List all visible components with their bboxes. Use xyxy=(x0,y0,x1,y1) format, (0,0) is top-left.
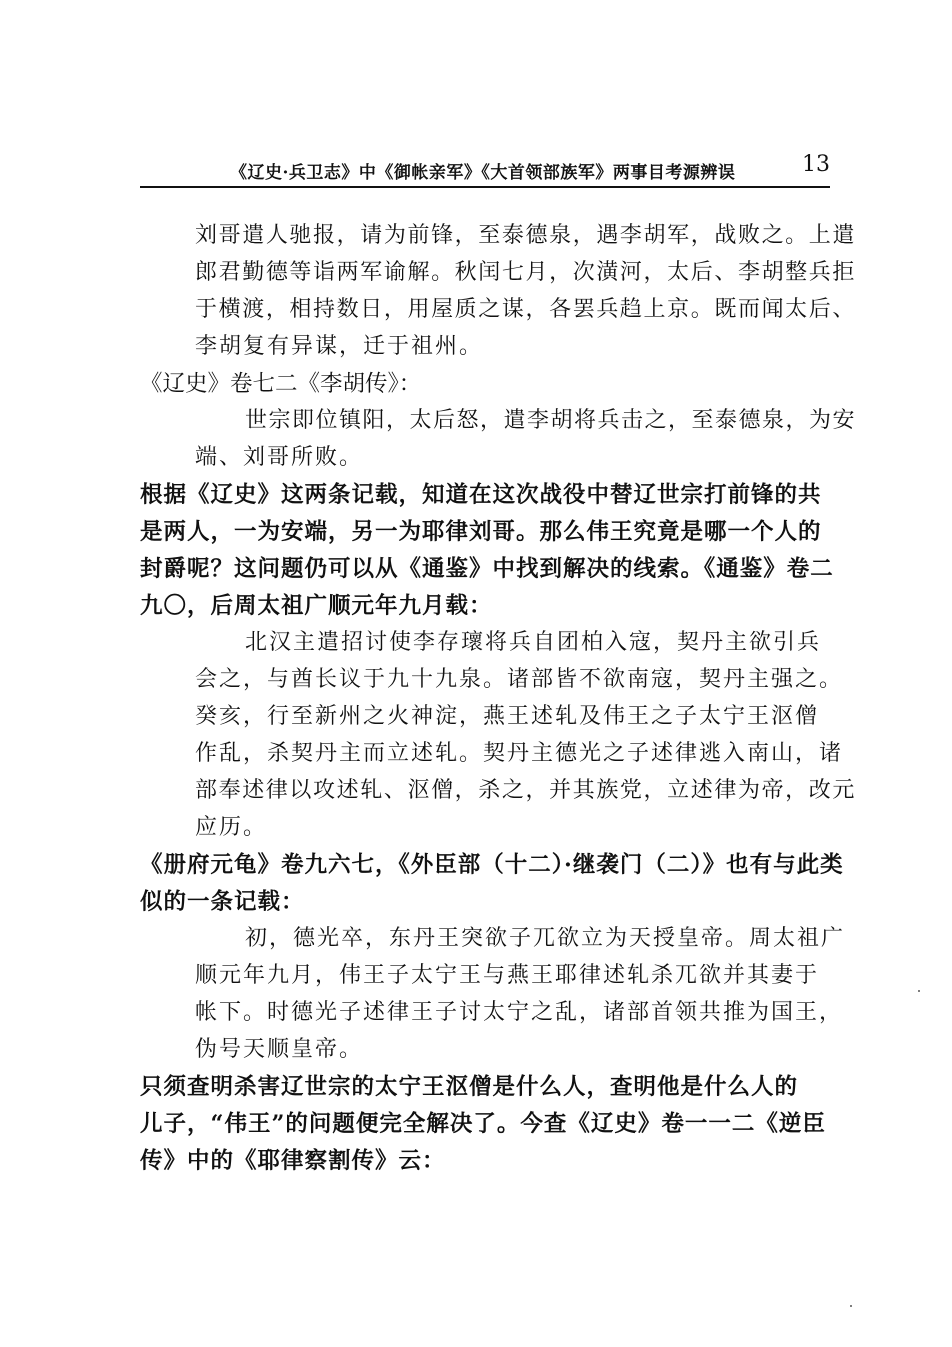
paragraph-line: 根据《辽史》这两条记载，知道在这次战役中替辽世宗打前锋的共 xyxy=(140,482,822,508)
paragraph-line: 九〇，后周太祖广顺元年九月载： xyxy=(140,593,493,619)
text-line: 应历。 xyxy=(195,815,268,840)
scan-speck xyxy=(850,1305,852,1307)
text-line: 帐下。时德光子述律王子讨太宁之乱，诸部首领共推为国王， xyxy=(195,1000,844,1025)
text-line: 顺元年九月，伟王子太宁王与燕王耶律述轧杀兀欲并其妻于 xyxy=(195,963,820,988)
text-line: 世宗即位镇阳，太后怒，遣李胡将兵击之，至泰德泉，为安 xyxy=(245,408,857,433)
text-line: 癸亥，行至新州之火神淀，燕王述轧及伟王之子太宁王沤僧 xyxy=(195,704,820,729)
paragraph-line: 似的一条记载： xyxy=(140,889,305,915)
text-line: 作乱，杀契丹主而立述轧。契丹主德光之子述律逃入南山，诸 xyxy=(195,741,844,766)
text-line: 于横渡，相持数日，用屋质之谋，各罢兵趋上京。既而闻太后、 xyxy=(195,297,857,322)
text-line: 郎君勤德等诣两军谕解。秋闰七月，次潢河，太后、李胡整兵拒 xyxy=(195,260,857,285)
header-title: 《辽史·兵卫志》中《御帐亲军》《大首领部族军》两事目考源辨误 xyxy=(230,163,736,183)
page-number: 13 xyxy=(802,152,830,177)
text-line: 初，德光卒，东丹王突欲子兀欲立为天授皇帝。周太祖广 xyxy=(245,926,846,951)
text-line: 伪号天顺皇帝。 xyxy=(195,1037,364,1062)
paragraph-line: 传》中的《耶律察割传》云： xyxy=(140,1148,446,1174)
text-line: 端、刘哥所败。 xyxy=(195,445,364,470)
paragraph-line: 儿子，“伟王”的问题便完全解决了。今查《辽史》卷一一二《逆臣 xyxy=(140,1111,826,1137)
text-line: 部奉述律以攻述轧、沤僧，杀之，并其族党，立述律为帝，改元 xyxy=(195,778,857,803)
text-line: 北汉主遣招讨使李存瓌将兵自团柏入寇，契丹主欲引兵 xyxy=(245,630,822,655)
paragraph-line: 《册府元龟》卷九六七，《外臣部（十二）·继袭门（二）》也有与此类 xyxy=(140,852,844,878)
text-line: 刘哥遣人驰报，请为前锋，至泰德泉，遇李胡军，战败之。上遣 xyxy=(195,223,857,248)
paragraph-line: 只须查明杀害辽世宗的太宁王沤僧是什么人，查明他是什么人的 xyxy=(140,1074,799,1100)
paragraph-line: 封爵呢？这问题仍可以从《通鉴》中找到解决的线索。《通鉴》卷二 xyxy=(140,556,834,582)
citation-line: 《辽史》卷七二《李胡传》： xyxy=(140,371,422,397)
scan-speck xyxy=(918,990,920,992)
paragraph-line: 是两人，一为安端，另一为耶律刘哥。那么伟王究竟是哪一个人的 xyxy=(140,519,822,545)
running-header xyxy=(140,150,830,188)
text-line: 李胡复有异谋，迁于祖州。 xyxy=(195,334,484,359)
text-line: 会之，与酋长议于九十九泉。诸部皆不欲南寇，契丹主强之。 xyxy=(195,667,844,692)
